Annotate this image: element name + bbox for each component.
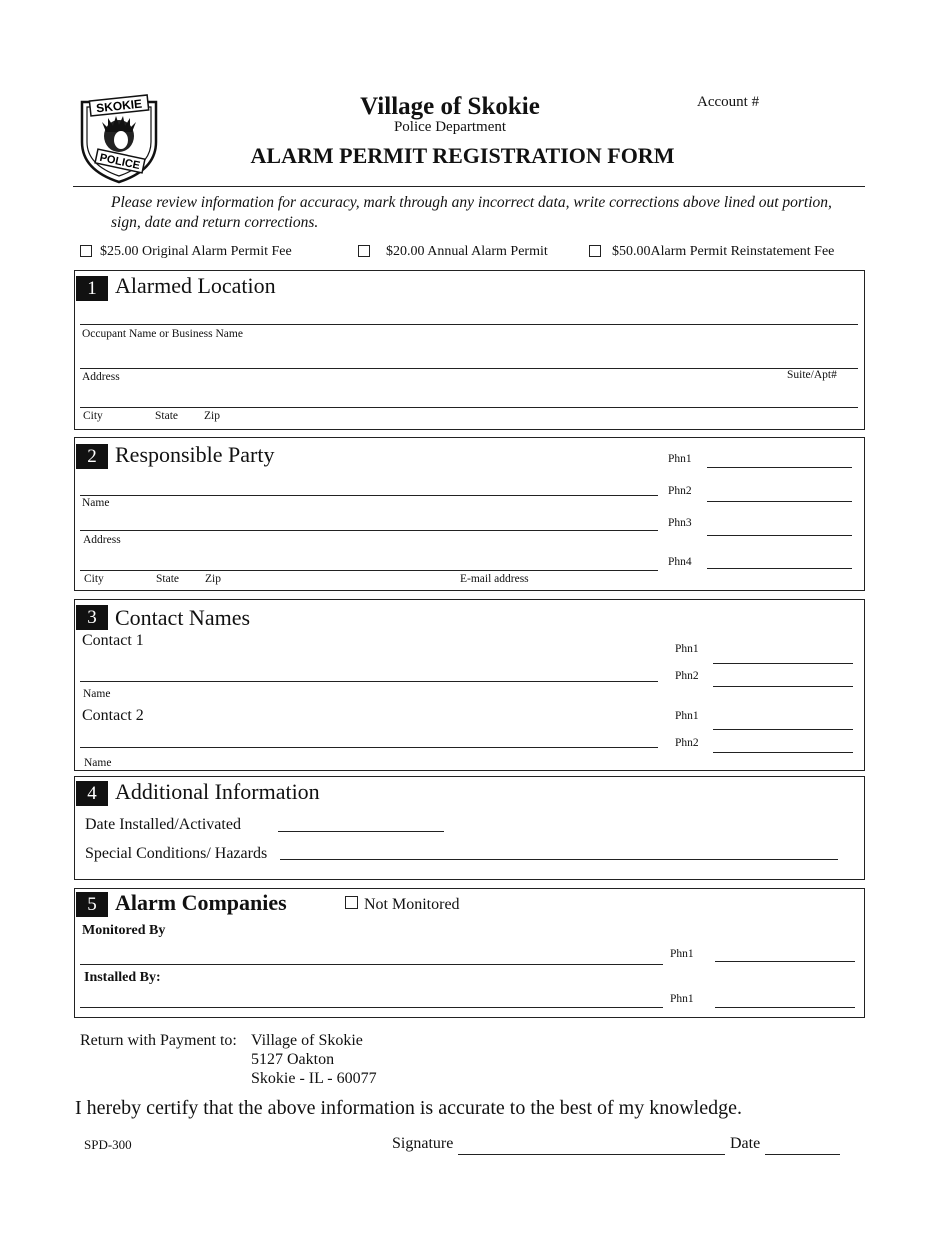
special-conditions-input[interactable] [280, 859, 838, 860]
section-3-number: 3 [76, 605, 108, 630]
party-name-label: Name [82, 497, 110, 509]
not-monitored-label: Not Monitored [364, 896, 460, 913]
party-phn3-label: Phn3 [668, 517, 692, 529]
installed-phn1-input[interactable] [715, 1007, 855, 1008]
party-phn4-input[interactable] [707, 568, 852, 569]
monitored-phn1-input[interactable] [715, 961, 855, 962]
account-label: Account # [697, 94, 760, 110]
contact-2-phn2-label: Phn2 [675, 737, 699, 749]
installed-phn1-label: Phn1 [670, 993, 694, 1005]
party-phn2-label: Phn2 [668, 485, 692, 497]
section-alarmed-location [74, 270, 865, 430]
contact-2-name-input[interactable] [80, 747, 658, 748]
location-zip-label: Zip [204, 410, 220, 422]
party-phn1-input[interactable] [707, 467, 852, 468]
contact-1-phn2-input[interactable] [713, 686, 853, 687]
signature-label: Signature [392, 1135, 454, 1152]
monitored-by-label: Monitored By [82, 923, 166, 938]
section-4-title: Additional Information [115, 779, 320, 804]
special-conditions-label: Special Conditions/ Hazards [85, 845, 268, 862]
installed-by-label: Installed By: [84, 970, 161, 985]
party-address-label: Address [83, 534, 121, 546]
location-city-label: City [83, 410, 103, 422]
monitored-phn1-label: Phn1 [670, 948, 694, 960]
party-email-label: E-mail address [460, 573, 529, 585]
fee-original-checkbox[interactable] [80, 245, 92, 257]
section-contact-names [74, 599, 865, 771]
signature-input[interactable] [458, 1154, 725, 1155]
party-state-label: State [156, 573, 179, 585]
form-code: SPD-300 [84, 1137, 132, 1152]
not-monitored-checkbox[interactable] [345, 896, 358, 909]
party-city-label: City [84, 573, 104, 585]
seal-text-top: SKOKIE [95, 96, 143, 116]
contact-1-phn2-label: Phn2 [675, 670, 699, 682]
contact-1-phn1-label: Phn1 [675, 643, 699, 655]
party-city-state-zip-input[interactable] [80, 570, 658, 571]
contact-2-phn1-input[interactable] [713, 729, 853, 730]
contact-2-phn1-label: Phn1 [675, 710, 699, 722]
instructions: Please review information for accuracy, mark through any incorrect data, write corrections above lined out portion, sign, date and return corrections. [111, 194, 832, 231]
location-state-label: State [155, 410, 178, 422]
section-additional-information [74, 776, 865, 880]
date-label: Date [730, 1135, 761, 1152]
dept-name: Police Department [393, 119, 507, 135]
org-name: Village of Skokie [360, 93, 540, 120]
section-5-title: Alarm Companies [115, 890, 287, 915]
contact-2-name-label: Name [84, 757, 112, 769]
section-alarm-companies [74, 888, 865, 1018]
fee-annual-label: $20.00 Annual Alarm Permit [386, 244, 548, 259]
party-phn3-input[interactable] [707, 535, 852, 536]
certification-statement: I hereby certify that the above information is accurate to the best of my knowledge. [75, 1097, 742, 1119]
contact-2-phn2-input[interactable] [713, 752, 853, 753]
return-city: Skokie - IL - 60077 [251, 1070, 377, 1087]
fee-original-label: $25.00 Original Alarm Permit Fee [100, 244, 292, 259]
occupant-name-input[interactable] [80, 324, 858, 325]
party-phn4-label: Phn4 [668, 556, 692, 568]
contact-1-name-label: Name [83, 688, 111, 700]
party-phn1-label: Phn1 [668, 453, 692, 465]
fee-reinstatement-label: $50.00Alarm Permit Reinstatement Fee [612, 244, 835, 259]
contact-1-heading: Contact 1 [82, 632, 144, 649]
police-seal-logo [78, 92, 160, 184]
monitored-by-input[interactable] [80, 964, 663, 965]
contact-2-heading: Contact 2 [82, 707, 144, 724]
suite-apt-label: Suite/Apt# [787, 369, 837, 381]
date-installed-label: Date Installed/Activated [85, 816, 241, 833]
return-label: Return with Payment to: [80, 1032, 237, 1049]
date-input[interactable] [765, 1154, 840, 1155]
party-phn2-input[interactable] [707, 501, 852, 502]
fee-reinstatement-checkbox[interactable] [589, 245, 601, 257]
party-zip-label: Zip [205, 573, 221, 585]
section-2-title: Responsible Party [115, 442, 275, 467]
contact-1-phn1-input[interactable] [713, 663, 853, 664]
section-1-title: Alarmed Location [115, 273, 276, 298]
party-address-input[interactable] [80, 530, 658, 531]
location-address-input[interactable] [80, 368, 858, 369]
location-address-label: Address [82, 371, 120, 383]
section-4-number: 4 [76, 781, 108, 806]
return-street: 5127 Oakton [251, 1051, 335, 1068]
seal-text-bottom: POLICE [98, 151, 142, 173]
installed-by-input[interactable] [80, 1007, 663, 1008]
location-city-state-zip-input[interactable] [80, 407, 858, 408]
contact-1-name-input[interactable] [80, 681, 658, 682]
header-divider [73, 186, 865, 187]
section-2-number: 2 [76, 444, 108, 469]
form-title: ALARM PERMIT REGISTRATION FORM [250, 143, 675, 168]
section-3-title: Contact Names [115, 605, 251, 630]
section-5-number: 5 [76, 892, 108, 917]
section-1-number: 1 [76, 276, 108, 301]
section-responsible-party [74, 437, 865, 591]
fee-annual-checkbox[interactable] [358, 245, 370, 257]
date-installed-input[interactable] [278, 831, 444, 832]
occupant-name-label: Occupant Name or Business Name [82, 328, 243, 340]
party-name-input[interactable] [80, 495, 658, 496]
return-name: Village of Skokie [251, 1032, 363, 1049]
